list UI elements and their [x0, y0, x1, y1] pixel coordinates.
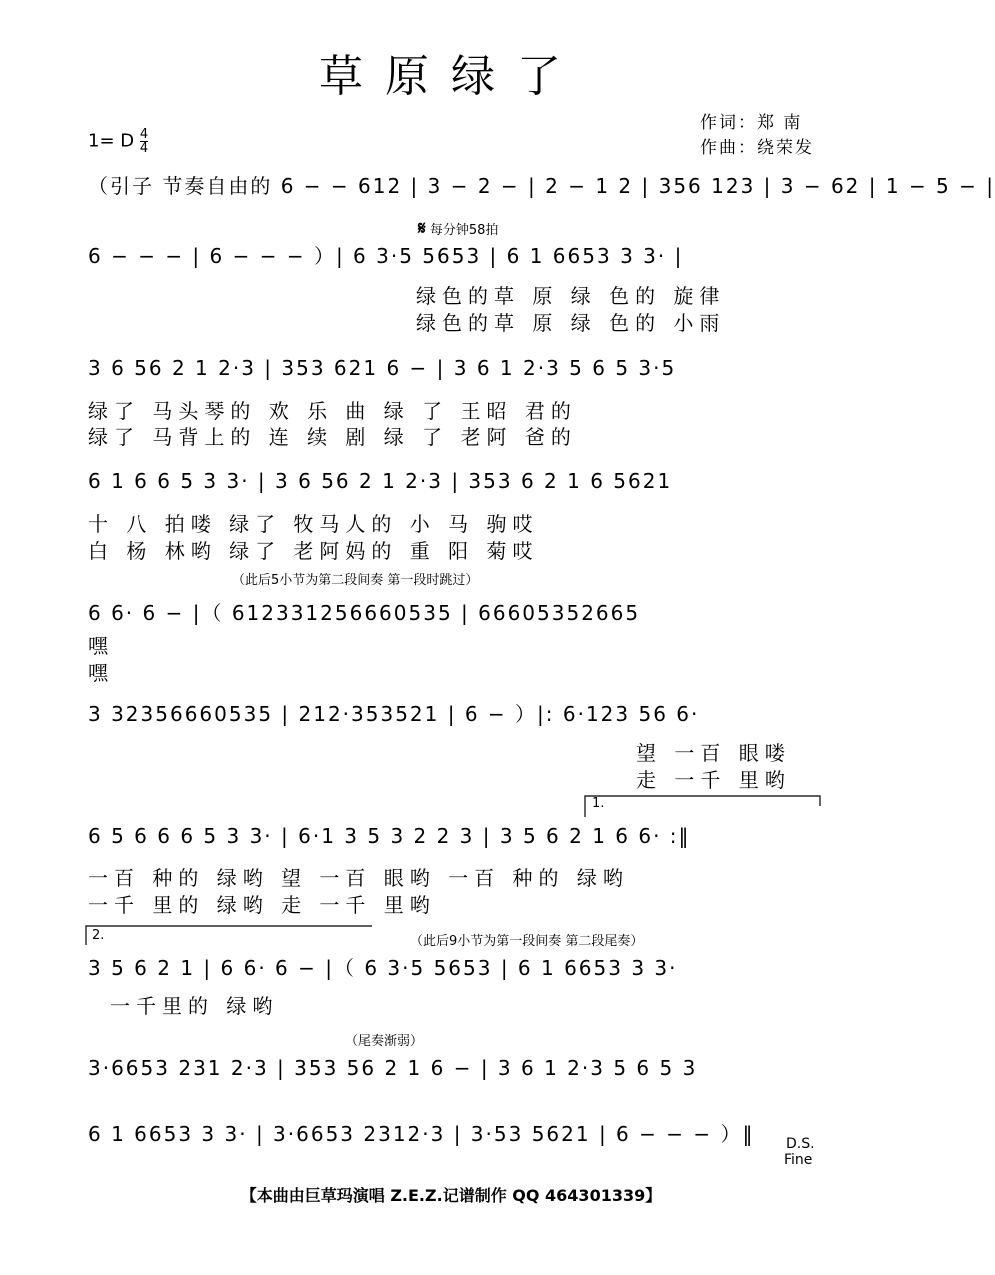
volta-2-label: 2.: [92, 928, 105, 943]
footer-credit: 【本曲由巨草玛演唱 Z.E.Z.记谱制作 QQ 464301339】: [240, 1186, 662, 1205]
score-line-7: 6 5 6 6 6 5 3 3· | 6·1 3 5 3 2 2 3 | 3 5 6 2 1 6 6· :‖: [88, 824, 691, 848]
ds-mark: D.S.: [786, 1136, 815, 1152]
score-line-8: 3 5 6 2 1 | 6 6· 6 − |（ 6 3·5 5653 | 6 1 6653 3 3·: [88, 956, 678, 980]
score-line-1: （引子 节奏自由的 6 − − 612 | 3 − 2 − | 2 − 1 2 | 356 123 | 3 − 62 | 1 − 5 − |: [88, 174, 995, 198]
lyric-line-5a: 嘿: [88, 634, 114, 658]
lyric-line-3b: 绿了 马背上的 连 续 剧 绿 了 老阿 爸的: [88, 425, 577, 449]
score-line-4: 6 1 6 6 5 3 3· | 3 6 56 2 1 2·3 | 353 6 2 1 6 5621: [88, 469, 673, 493]
lyric-line-5b: 嘿: [88, 661, 114, 685]
key-label: 1= D: [88, 130, 135, 152]
time-bottom: 4: [139, 141, 149, 156]
volta-1-bracket: [585, 796, 820, 817]
score-line-5: 6 6· 6 − |（ 612331256660535 | 66605352665: [88, 601, 641, 625]
score-line-10: 6 1 6653 3 3· | 3·6653 2312·3 | 3·53 5621 | 6 − − − ）‖: [88, 1122, 755, 1146]
lyric-line-3a: 绿了 马头琴的 欢 乐 曲 绿 了 王昭 君的: [88, 399, 577, 423]
lyric-line-4a: 十 八 拍喽 绿了 牧马人的 小 马 驹哎: [88, 512, 539, 536]
volta-2-bracket: [86, 926, 372, 945]
volta-1-label: 1.: [592, 796, 605, 811]
time-top: 4: [139, 127, 149, 142]
score-line-9: 3·6653 231 2·3 | 353 56 2 1 6 − | 3 6 1 2·3 5 6 5 3: [88, 1056, 698, 1080]
lyric-line-6b: 走 一千 里哟: [636, 768, 791, 792]
score-line-6: 3 32356660535 | 212·353521 | 6 − ）|: 6·123 56 6·: [88, 702, 700, 726]
segno-icon: 𝄋: [418, 218, 426, 239]
lyric-line-6a: 望 一百 眼喽: [636, 741, 791, 765]
song-title: 草原绿了: [319, 51, 583, 102]
lyric-line-2b: 绿色的草 原 绿 色的 小雨: [416, 311, 726, 335]
lyric-line-7b: 一千 里的 绿哟 走 一千 里哟: [88, 893, 436, 917]
lyricist-credit: 作词：郑 南: [700, 113, 803, 133]
score-line-2: 6 − − − | 6 − − − ）| 6 3·5 5653 | 6 1 6653 3 3· |: [88, 244, 684, 268]
score-line-3: 3 6 56 2 1 2·3 | 353 621 6 − | 3 6 1 2·3 5 6 5 3·5: [88, 356, 677, 380]
fine-mark: Fine: [784, 1152, 813, 1168]
lyric-line-8a: 一千里的 绿哟: [110, 994, 279, 1018]
interlude-note-2: （此后9小节为第一段间奏 第二段尾奏）: [410, 934, 644, 949]
lyric-line-4b: 白 杨 林哟 绿了 老阿妈的 重 阳 菊哎: [88, 539, 539, 563]
composer-credit: 作曲：绕荣发: [700, 138, 814, 158]
outro-note: （尾奏渐弱）: [345, 1034, 424, 1049]
tempo-text: 每分钟58拍: [429, 223, 499, 238]
lyric-line-2a: 绿色的草 原 绿 色的 旋律: [416, 284, 726, 308]
lyric-line-7a: 一百 种的 绿哟 望 一百 眼哟 一百 种的 绿哟: [88, 866, 629, 890]
interlude-note-1: （此后5小节为第二段间奏 第一段时跳过）: [232, 573, 479, 588]
